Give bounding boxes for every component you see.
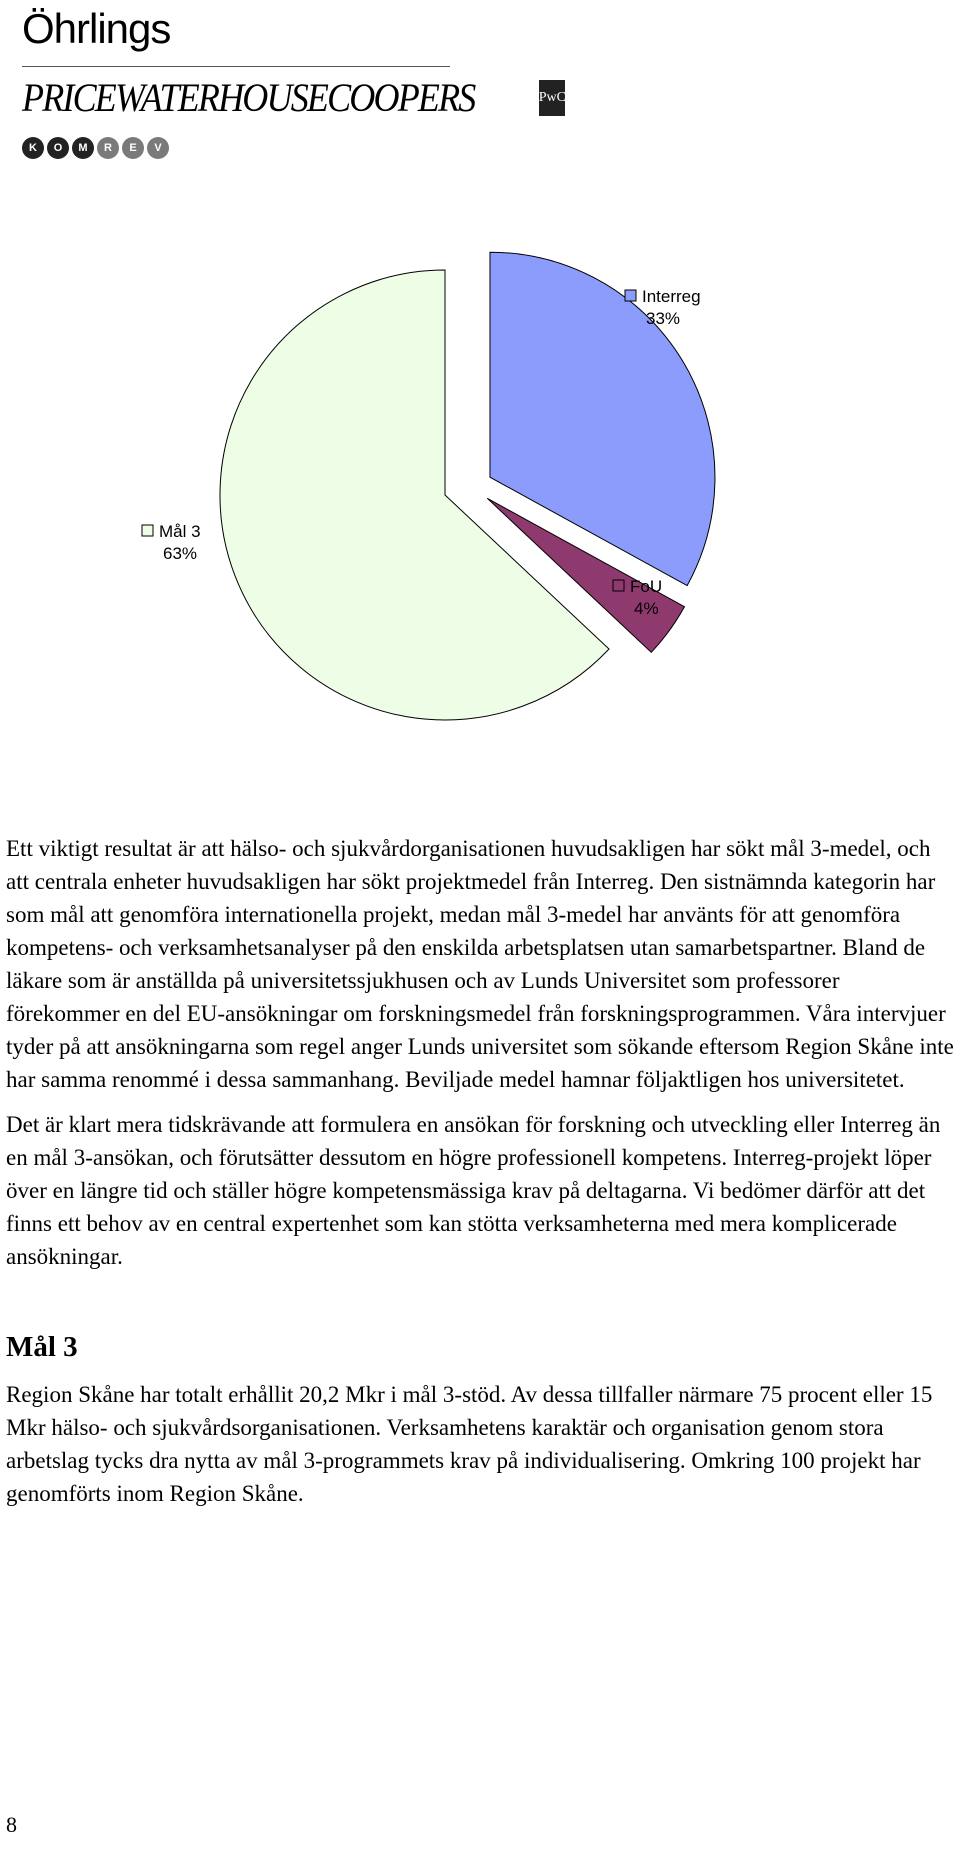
slice-label-fou: FoU xyxy=(630,577,663,596)
paragraph-mal3: Region Skåne har totalt erhållit 20,2 Mkr i mål 3-stöd. Av dessa tillfaller närmare 75 procent eller 15 Mkr hälso- och sjukvårdsorganisationen. Verksamhetens karaktär och organisation genom stora arbetslag tycks dra nytta av mål 3-programmets krav på individualisering. Omkring 100 projekt har genomförts inom Region Skåne. xyxy=(6,1382,933,1506)
legend-swatch-interreg xyxy=(625,290,636,301)
slice-value-fou: 4% xyxy=(634,599,659,618)
pie-chart xyxy=(130,250,830,770)
legend-swatch-mal-3 xyxy=(142,525,153,536)
document-header xyxy=(22,4,566,159)
page-number: 8 xyxy=(6,1812,17,1837)
header-divider xyxy=(22,66,450,67)
brand-ohrlings-logo: Öhrlings xyxy=(22,5,171,52)
slice-label-interreg: Interreg xyxy=(642,287,701,306)
komrev-letter-v: V xyxy=(147,137,169,159)
paragraph-complexity: Det är klart mera tidskrävande att formulera en ansökan för forskning och utveckling eller Interreg än en mål 3-ansökan, och förutsätter dessutom en högre professionell kompetens. Interreg-projekt löper över en längre tid och ställer högre kompetensmässiga krav på deltagarna. Vi bedömer därför att det finns ett behov av en central expertenhet som kan stötta verksamheterna med mera komplicerade ansökningar. xyxy=(6,1112,941,1269)
komrev-logo xyxy=(22,137,462,159)
komrev-letter-o: O xyxy=(47,137,69,159)
komrev-letter-m: M xyxy=(72,137,94,159)
document-body xyxy=(6,832,956,1522)
komrev-letter-r: R xyxy=(97,137,119,159)
section-heading-mal3: Mål 3 xyxy=(6,1331,78,1363)
slice-value-mal-3: 63% xyxy=(163,544,198,563)
brand-pwc-row xyxy=(22,73,566,123)
brand-pwc-logo: PRICEWATERHOUSECOOPERS xyxy=(22,75,475,120)
slice-label-mal-3: Mål 3 xyxy=(159,522,201,541)
slice-value-interreg: 33% xyxy=(646,309,681,328)
komrev-letter-k: K xyxy=(22,137,44,159)
komrev-letter-e: E xyxy=(122,137,144,159)
legend-swatch-fou xyxy=(613,580,624,591)
paragraph-results: Ett viktigt resultat är att hälso- och sjukvårdorganisationen huvudsakligen har sökt mål 3-medel, och att centrala enheter huvudsakligen har sökt projektmedel från Interreg. Den sistnämnda kategorin har som mål att genomföra internationella projekt, medan mål 3-medel har använts för att genomföra kompetens- och verksamhetsanalyser på den enskilda arbetsplatsen utan samarbetspartner. Bland de läkare som är anställda på universitetssjukhusen och av Lunds Universitet som professorer förekommer en del EU-ansökningar om forskningsmedel från forskningsprogrammen. Våra intervjuer tyder på att ansökningarna som regel anger Lunds universitet som sökande eftersom Region Skåne inte har samma renommé i dessa sammanhang. Beviljade medel hamnar följaktligen hos universitetet. xyxy=(6,836,954,1092)
pwc-seal-icon: PwC xyxy=(539,80,565,116)
